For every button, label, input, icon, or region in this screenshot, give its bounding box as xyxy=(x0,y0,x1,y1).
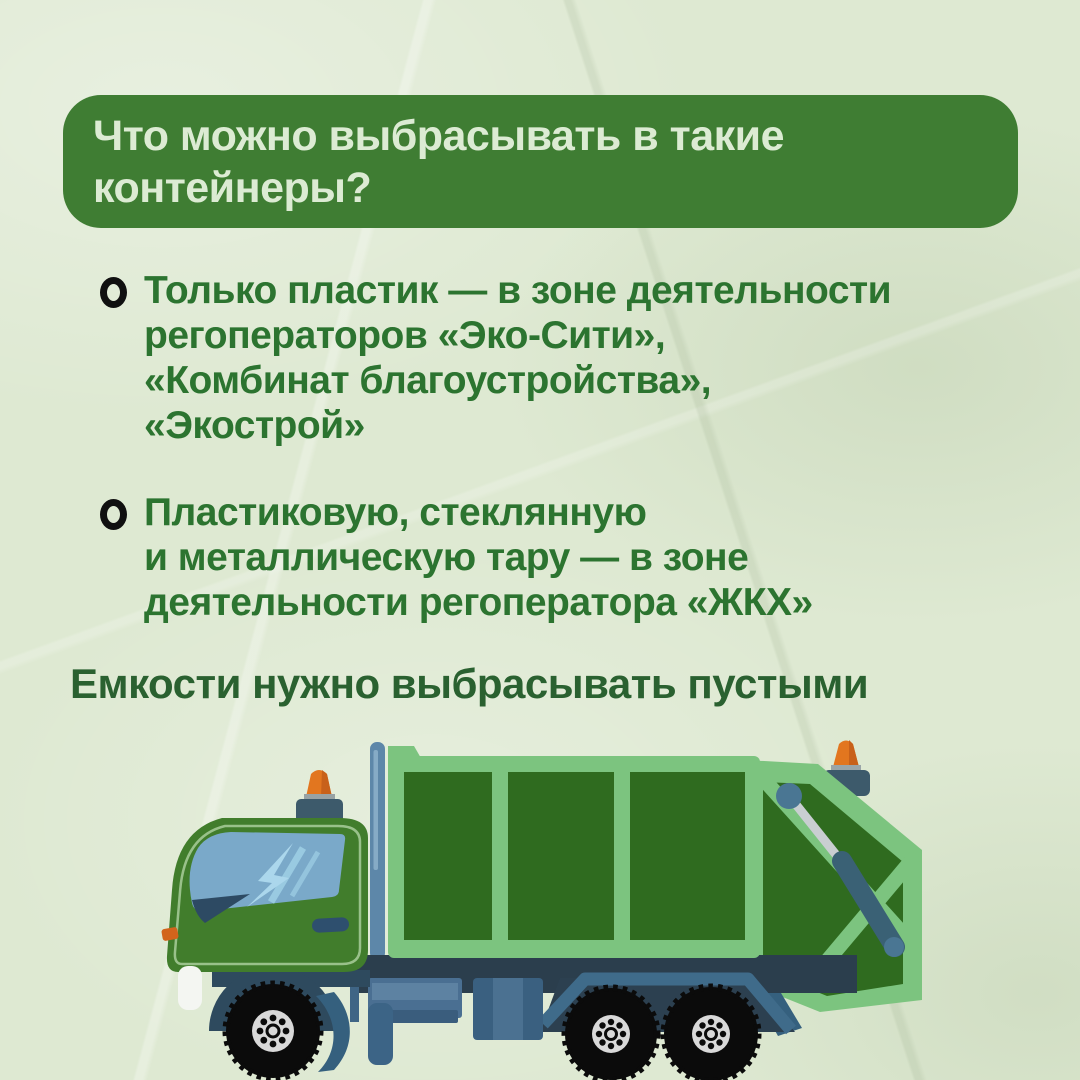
bullet-text xyxy=(144,490,813,625)
wheel xyxy=(664,987,758,1080)
bullet-line: «Комбинат благоустройства», xyxy=(144,359,712,402)
bullet-line: Только пластик — в зоне деятельности xyxy=(144,269,892,312)
note: Емкости нужно выбрасывать пустыми xyxy=(70,660,869,707)
cab-beacon-light-icon xyxy=(296,770,343,823)
header-title-line: Что можно выбрасывать в такие xyxy=(93,111,785,160)
bullet-marker xyxy=(100,277,127,308)
headlight-icon xyxy=(178,966,202,1010)
list-item xyxy=(100,490,1040,625)
wheel xyxy=(565,988,657,1080)
door-handle-icon xyxy=(312,917,350,933)
bullet-line: и металлическую тару — в зоне xyxy=(144,536,749,579)
list-item xyxy=(100,268,1040,448)
bullet-line: Пластиковую, стеклянную xyxy=(144,491,647,534)
exhaust-pipe-icon xyxy=(370,742,385,960)
bullet-line: «Экострой» xyxy=(144,404,365,447)
container-body xyxy=(388,746,760,958)
bullet-marker xyxy=(100,499,127,530)
bullet-line: деятельности регоператора «ЖКХ» xyxy=(144,581,813,624)
garbage-truck-illustration xyxy=(0,720,1080,1080)
bullet-line: регоператоров «Эко-Сити», xyxy=(144,314,666,357)
header-title-line: контейнеры? xyxy=(93,163,372,212)
wheel xyxy=(226,984,320,1078)
header xyxy=(63,95,1018,228)
bullet-text xyxy=(144,268,891,448)
